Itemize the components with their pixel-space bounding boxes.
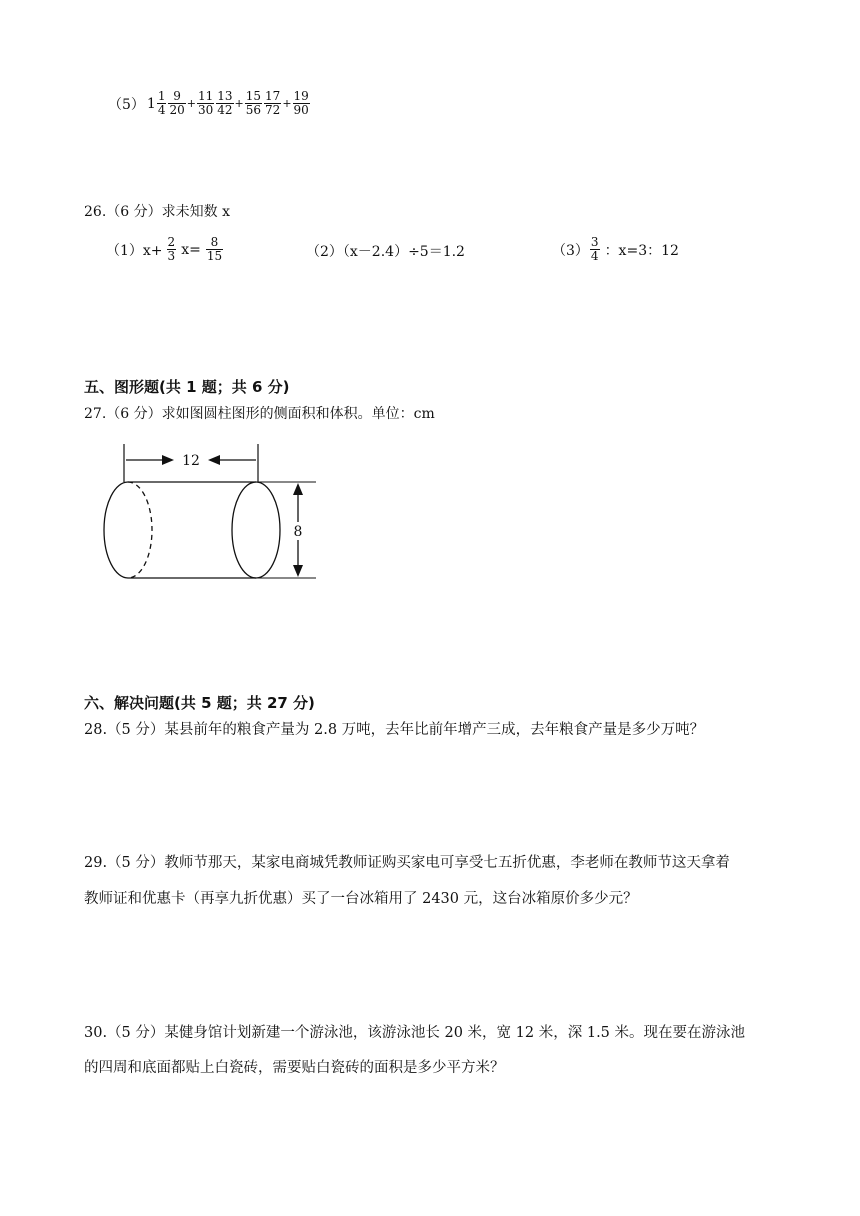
arrowhead — [208, 455, 220, 465]
q26-part3 — [552, 236, 679, 263]
arrowhead — [293, 565, 303, 577]
q29-line1: 29.（5 分）教师节那天，某家电商城凭教师证购买家电可享受七五折优惠，李老师在教师节这天拿着 — [84, 855, 730, 871]
fraction: $\frac{1}{4}$ — [157, 89, 166, 117]
left-ellipse-front — [104, 482, 128, 578]
plus-sign: + — [186, 97, 196, 110]
q30-line1: 30.（5 分）某健身馆计划新建一个游泳池，该游泳池长 20 米，宽 12 米，深 1.5 米。现在要在游泳池 — [84, 1025, 746, 1041]
q30-line2: 的四周和底面都贴上白瓷砖，需要贴白瓷砖的面积是多少平方米？ — [84, 1060, 505, 1076]
section-6-heading: 六、解决问题(共 5 题；共 27 分) — [84, 694, 315, 712]
q25-part5-label: （5） — [108, 96, 145, 113]
q25-part5-expression — [108, 90, 311, 117]
q27-text: 27.（6 分）求如图圆柱图形的侧面积和体积。单位：cm — [84, 406, 435, 422]
fraction: $\frac{9}{20}$ — [169, 89, 185, 117]
arrowhead — [162, 455, 174, 465]
q25-whole-number: 1 — [146, 95, 156, 112]
q29-line2: 教师证和优惠卡（再享九折优惠）买了一台冰箱用了 2430 元，这台冰箱原价多少元？ — [84, 891, 638, 907]
q26-title: 26.（6 分）求未知数 x — [84, 204, 230, 220]
cylinder-figure — [90, 436, 330, 596]
fraction: $\frac{17}{72}$ — [265, 89, 281, 117]
q26-part3-label: （3） — [552, 242, 589, 259]
section-5-heading: 五、图形题(共 1 题；共 6 分) — [84, 378, 290, 396]
length-label: 12 — [182, 453, 200, 469]
plus-sign: + — [234, 97, 244, 110]
fraction: $\frac{11}{30}$ — [197, 89, 214, 117]
arrowhead — [293, 483, 303, 495]
fraction: $\frac{15}{56}$ — [245, 89, 262, 117]
q26-part2: （2）（x－2.4）÷5＝1.2 — [306, 244, 465, 260]
fraction: $\frac{3}{4}$ — [590, 235, 599, 263]
right-ellipse — [232, 482, 280, 578]
q26-part1-mid: x= — [181, 241, 201, 258]
fraction: $\frac{19}{90}$ — [293, 89, 309, 117]
q26-part1-label: （1）x+ — [106, 242, 163, 259]
fraction: $\frac{2}{3}$ — [167, 235, 176, 263]
left-ellipse-hidden — [128, 482, 152, 578]
q26-part3-rest: ：x=3：12 — [604, 242, 679, 259]
q26-part1 — [106, 236, 224, 263]
q28-text: 28.（5 分）某县前年的粮食产量为 2.8 万吨，去年比前年增产三成，去年粮食产量是多少万吨？ — [84, 722, 705, 738]
plus-sign: + — [282, 97, 292, 110]
fraction: $\frac{8}{15}$ — [206, 235, 223, 263]
fraction: $\frac{13}{42}$ — [217, 89, 233, 117]
diameter-label: 8 — [293, 524, 303, 540]
